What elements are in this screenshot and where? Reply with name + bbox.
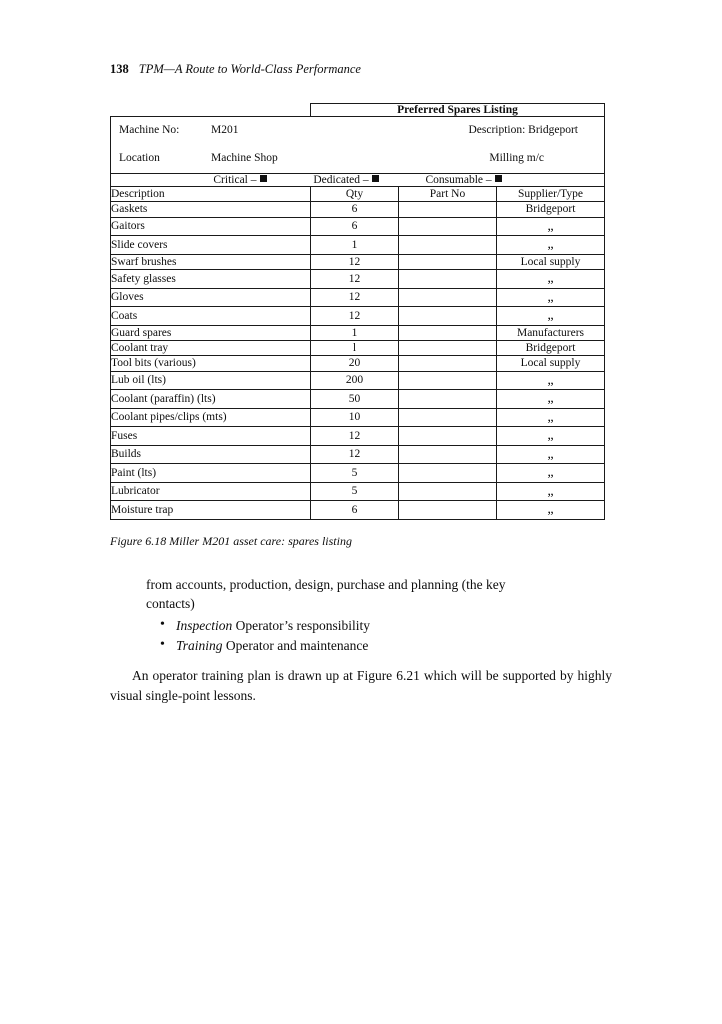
row-qty: l (311, 341, 399, 356)
row-qty: 6 (311, 501, 399, 520)
row-qty: 20 (311, 356, 399, 371)
row-part-no (399, 254, 497, 269)
row-supplier: „ (497, 307, 605, 326)
column-header-supplier: Supplier/Type (497, 187, 605, 202)
running-head (110, 62, 612, 77)
row-part-no (399, 482, 497, 501)
lead-in-line-2: contacts) (146, 596, 195, 612)
final-paragraph: An operator training plan is drawn up at Figure 6.21 which will be supported by highly visual single-point lessons. (110, 668, 612, 703)
row-qty: 12 (311, 427, 399, 446)
row-part-no (399, 356, 497, 371)
row-part-no (399, 501, 497, 520)
table-row (111, 408, 605, 427)
table-row (111, 356, 605, 371)
row-supplier: „ (497, 371, 605, 390)
machine-description: Description: Bridgeport (468, 124, 579, 136)
legend-critical (213, 174, 266, 186)
row-part-no (399, 445, 497, 464)
row-supplier: Bridgeport (497, 341, 605, 356)
table-row (111, 390, 605, 409)
row-description: Tool bits (various) (111, 356, 311, 371)
row-description: Fuses (111, 427, 311, 446)
table-title-row (111, 104, 605, 117)
lead-in-line-1: from accounts, production, design, purchase and planning (the key (146, 576, 506, 592)
row-description: Coolant tray (111, 341, 311, 356)
row-qty: 1 (311, 325, 399, 340)
row-supplier: „ (497, 408, 605, 427)
row-supplier: Bridgeport (497, 202, 605, 217)
row-qty: 10 (311, 408, 399, 427)
bullet-italic-term: Training (176, 638, 223, 654)
row-supplier: „ (497, 464, 605, 483)
table-row (111, 217, 605, 236)
legend-critical-label: Critical – (213, 174, 257, 186)
table-row (111, 270, 605, 289)
row-description: Gaitors (111, 217, 311, 236)
row-part-no (399, 288, 497, 307)
row-qty: 12 (311, 445, 399, 464)
location-info-cell (111, 145, 605, 174)
row-supplier: „ (497, 501, 605, 520)
row-part-no (399, 341, 497, 356)
table-row (111, 307, 605, 326)
body-text (110, 575, 612, 705)
row-supplier: „ (497, 482, 605, 501)
filled-square-icon (260, 175, 267, 182)
machine-type-value: Milling m/c (489, 152, 545, 164)
legend-consumable-label: Consumable – (425, 174, 492, 186)
row-qty: 5 (311, 464, 399, 483)
row-description: Swarf brushes (111, 254, 311, 269)
table-row (111, 254, 605, 269)
list-item (160, 616, 612, 636)
table-row (111, 341, 605, 356)
row-supplier: „ (497, 270, 605, 289)
row-supplier: „ (497, 236, 605, 255)
row-part-no (399, 371, 497, 390)
legend-dedicated (313, 174, 378, 186)
table-row (111, 288, 605, 307)
row-qty: 6 (311, 217, 399, 236)
row-part-no (399, 270, 497, 289)
row-supplier: Local supply (497, 356, 605, 371)
row-part-no (399, 202, 497, 217)
row-supplier: „ (497, 288, 605, 307)
row-supplier: „ (497, 390, 605, 409)
row-supplier: Local supply (497, 254, 605, 269)
bullet-list (146, 616, 612, 656)
title-row-blank-left (111, 104, 311, 117)
location-info-row (111, 145, 605, 174)
row-description: Builds (111, 445, 311, 464)
preferred-spares-table (110, 103, 605, 520)
row-qty: 6 (311, 202, 399, 217)
filled-square-icon (495, 175, 502, 182)
row-supplier: „ (497, 427, 605, 446)
row-description: Gloves (111, 288, 311, 307)
row-part-no (399, 307, 497, 326)
row-description: Coolant (paraffin) (lts) (111, 390, 311, 409)
row-supplier: „ (497, 217, 605, 236)
row-description: Lub oil (lts) (111, 371, 311, 390)
table-row (111, 464, 605, 483)
row-part-no (399, 408, 497, 427)
bullet-text: Operator and maintenance (225, 638, 369, 654)
book-title: TPM—A Route to World-Class Performance (138, 62, 361, 76)
table-row (111, 482, 605, 501)
row-part-no (399, 464, 497, 483)
row-qty: 12 (311, 307, 399, 326)
page-number: 138 (110, 62, 129, 76)
form-title: Preferred Spares Listing (311, 104, 605, 117)
row-description: Paint (lts) (111, 464, 311, 483)
location-label: Location (119, 152, 160, 164)
table-row (111, 501, 605, 520)
column-header-row (111, 187, 605, 202)
row-qty: 1 (311, 236, 399, 255)
bullet-italic-term: Inspection (176, 617, 233, 633)
lead-in-text (146, 575, 612, 656)
row-description: Coolant pipes/clips (mts) (111, 408, 311, 427)
column-header-description: Description (111, 187, 311, 202)
row-qty: 200 (311, 371, 399, 390)
row-description: Guard spares (111, 325, 311, 340)
row-description: Moisture trap (111, 501, 311, 520)
row-description: Coats (111, 307, 311, 326)
row-qty: 12 (311, 288, 399, 307)
row-description: Gaskets (111, 202, 311, 217)
row-qty: 12 (311, 270, 399, 289)
table-row (111, 236, 605, 255)
bullet-text: Operator’s responsibility (235, 617, 370, 633)
row-part-no (399, 236, 497, 255)
machine-no-value: M201 (211, 124, 239, 136)
row-part-no (399, 325, 497, 340)
legend-dedicated-label: Dedicated – (313, 174, 369, 186)
row-qty: 12 (311, 254, 399, 269)
machine-info-row (111, 117, 605, 146)
column-header-qty: Qty (311, 187, 399, 202)
table-row (111, 371, 605, 390)
row-part-no (399, 390, 497, 409)
legend-cell (111, 174, 605, 187)
filled-square-icon (372, 175, 379, 182)
row-supplier: „ (497, 445, 605, 464)
row-qty: 5 (311, 482, 399, 501)
row-supplier: Manufacturers (497, 325, 605, 340)
row-part-no (399, 217, 497, 236)
figure-caption: Figure 6.18 Miller M201 asset care: spares listing (110, 533, 352, 548)
machine-no-label: Machine No: (119, 124, 180, 136)
machine-info-cell (111, 117, 605, 146)
location-value: Machine Shop (211, 152, 278, 164)
row-part-no (399, 427, 497, 446)
legend-row (111, 174, 605, 187)
column-header-part-no: Part No (399, 187, 497, 202)
table-row (111, 427, 605, 446)
table-row (111, 445, 605, 464)
row-qty: 50 (311, 390, 399, 409)
legend-consumable (426, 174, 502, 186)
row-description: Lubricator (111, 482, 311, 501)
row-description: Slide covers (111, 236, 311, 255)
table-row (111, 202, 605, 217)
table-row (111, 325, 605, 340)
list-item (160, 636, 612, 656)
row-description: Safety glasses (111, 270, 311, 289)
